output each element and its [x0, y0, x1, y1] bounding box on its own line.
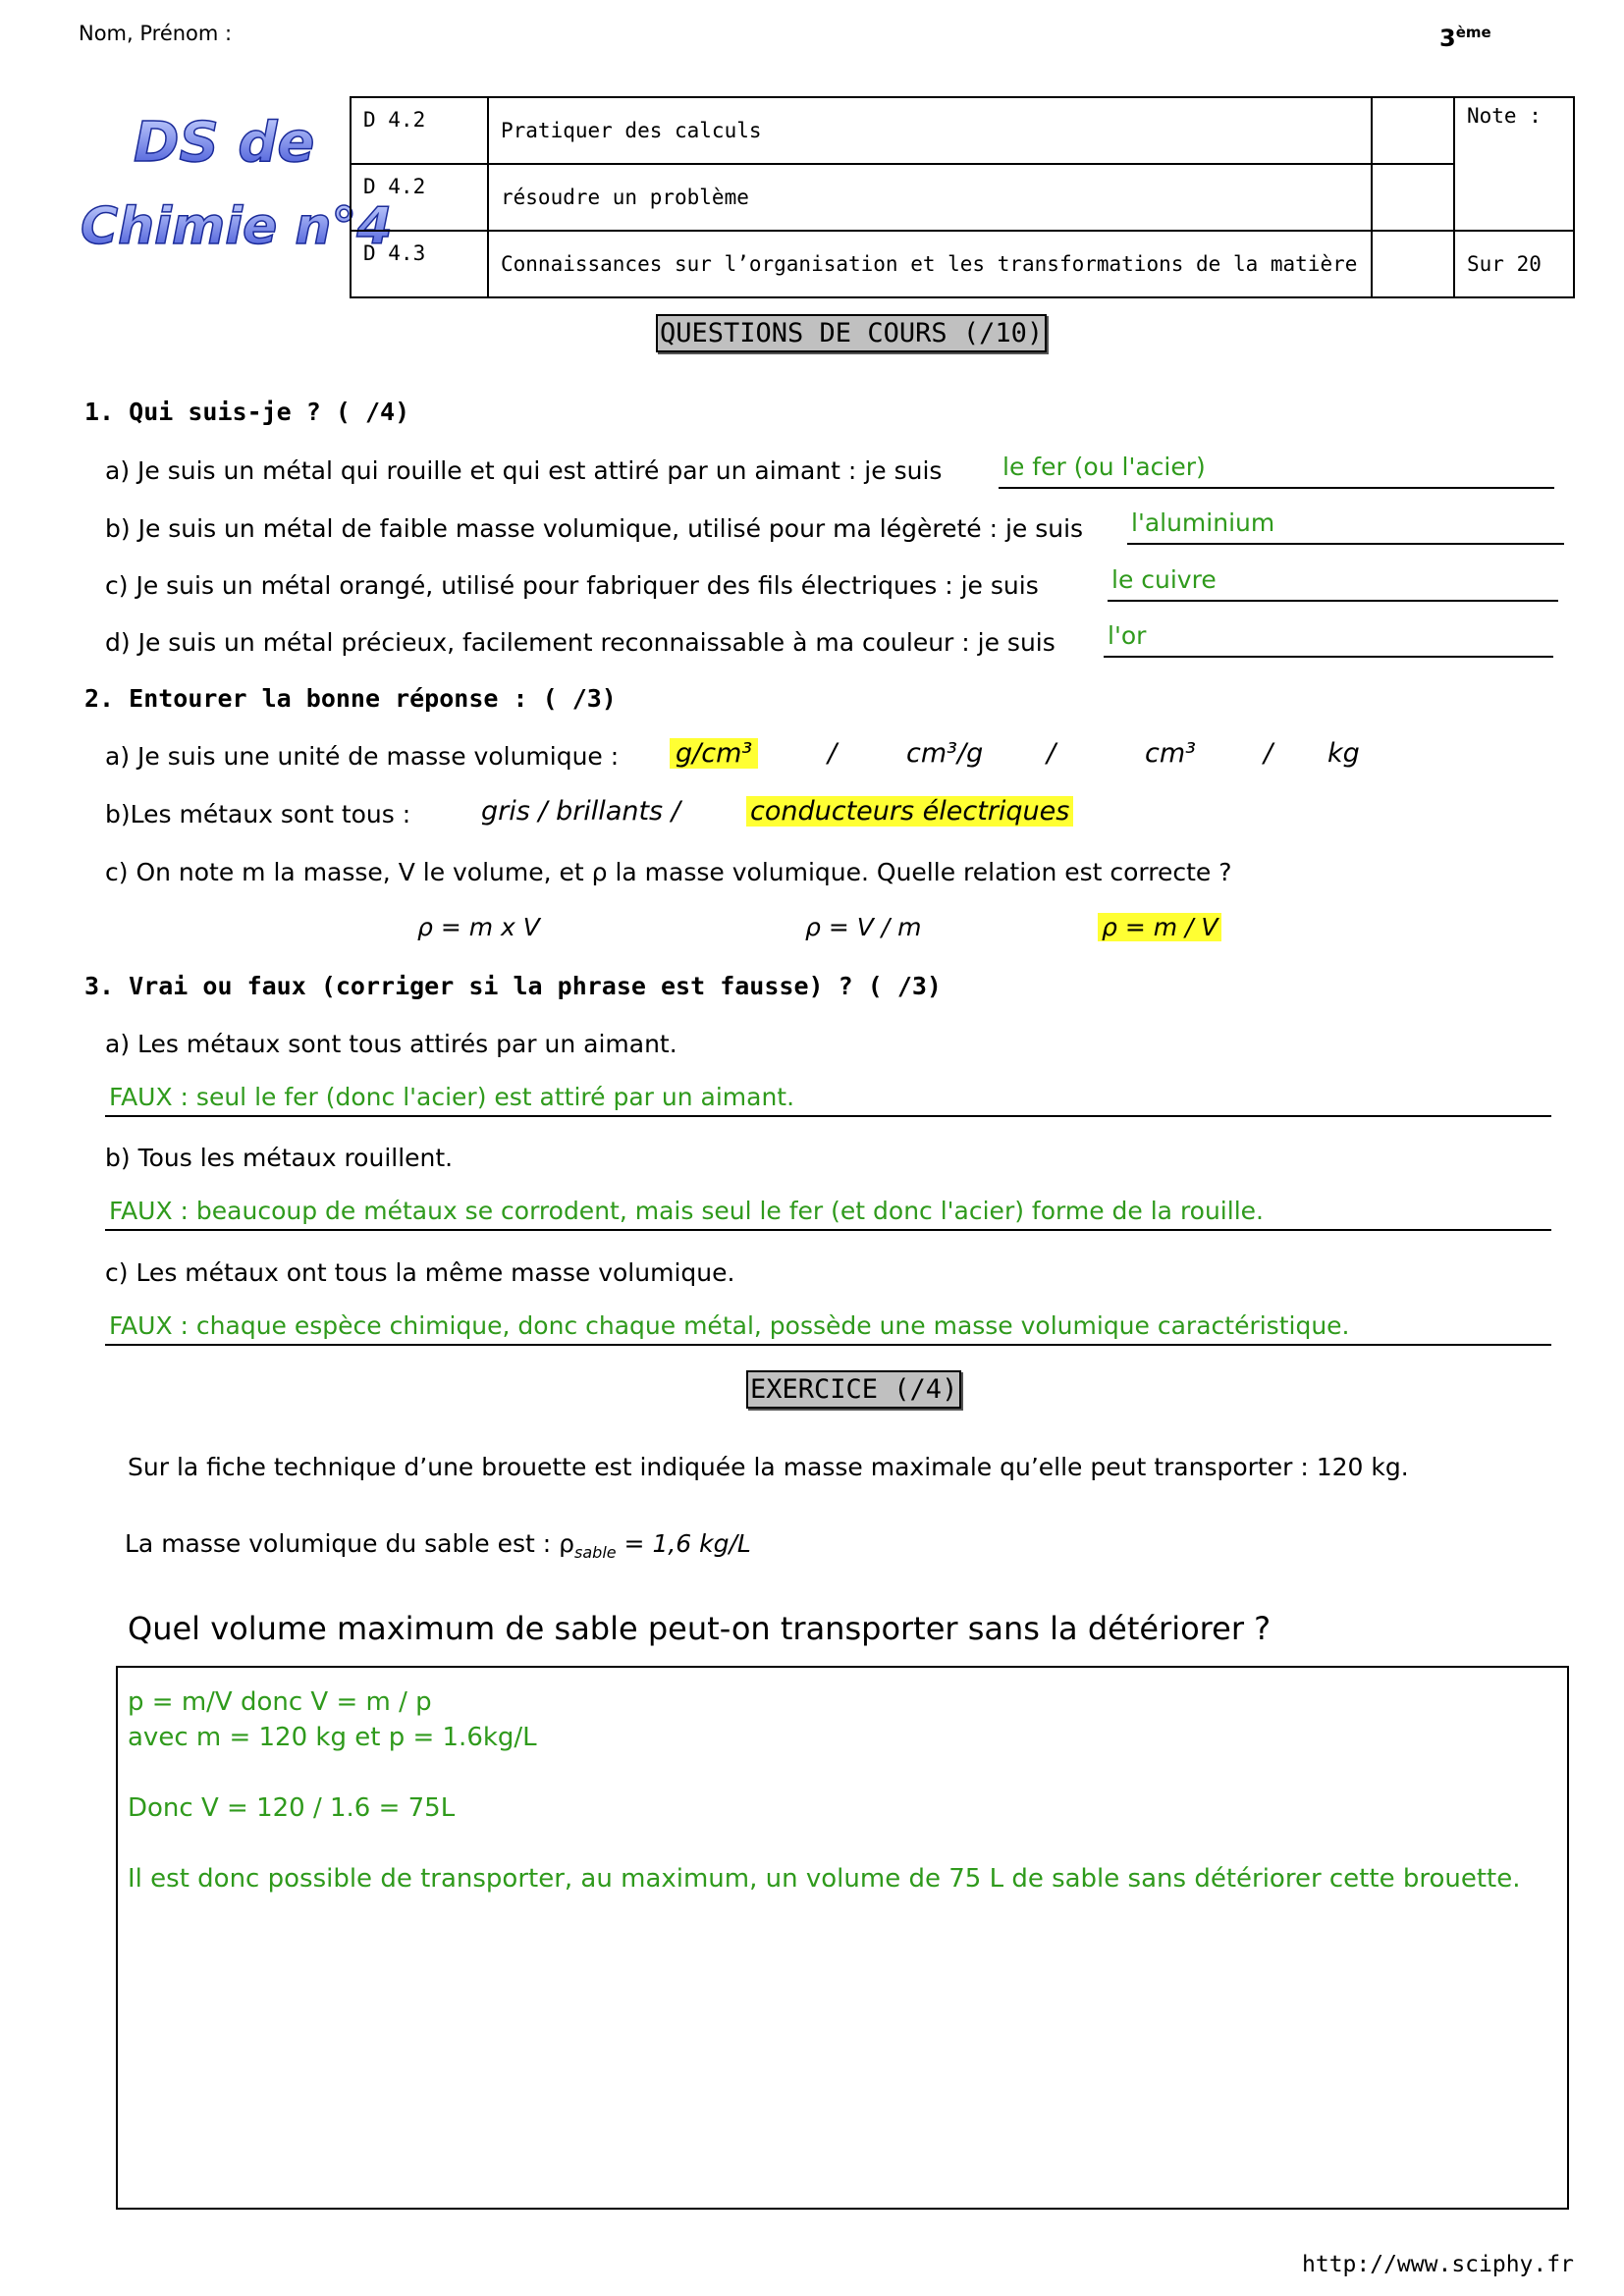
- q2c-option-correct[interactable]: ρ = m / V: [1098, 913, 1221, 941]
- q2a-separator: /: [828, 738, 838, 769]
- skill-label: résoudre un problème: [488, 164, 1372, 231]
- q2a-separator: /: [1047, 738, 1056, 769]
- skills-row: [351, 97, 1574, 164]
- q2b-prompt: b)Les métaux sont tous :: [105, 800, 411, 828]
- skill-label: Pratiquer des calculs: [488, 97, 1372, 164]
- skill-label: Connaissances sur l’organisation et les transformations de la matière: [488, 231, 1372, 297]
- solution-line: Donc V = 120 / 1.6 = 75L: [128, 1793, 456, 1823]
- q2a-option[interactable]: kg: [1327, 738, 1360, 769]
- q2a-option-correct[interactable]: g/cm³: [670, 738, 758, 769]
- class-level-sup: ème: [1455, 24, 1491, 41]
- q3-statement: b) Tous les métaux rouillent.: [105, 1144, 454, 1172]
- skills-row: [351, 231, 1574, 297]
- q1-prompt: a) Je suis un métal qui rouille et qui est attiré par un aimant : je suis: [105, 456, 943, 485]
- q2a-separator: /: [1264, 738, 1273, 769]
- solution-line: p = m/V donc V = m / p: [128, 1687, 432, 1717]
- q1-prompt: b) Je suis un métal de faible masse volumique, utilisé pour ma légèreté : je suis: [105, 514, 1084, 543]
- section-title-cours: QUESTIONS DE COURS (/10): [656, 314, 1047, 352]
- solution-line: Il est donc possible de transporter, au maximum, un volume de 75 L de sable sans détériorer cette brouette.: [128, 1864, 1521, 1894]
- density-sub: sable: [574, 1543, 617, 1562]
- q1-answer: l'aluminium: [1131, 508, 1275, 537]
- density-value: = 1,6 kg/L: [616, 1529, 751, 1558]
- q3-answer-field[interactable]: [105, 1076, 1551, 1117]
- q3-answer: FAUX : seul le fer (donc l'acier) est attiré par un aimant.: [109, 1083, 795, 1111]
- density-prefix: La masse volumique du sable est : ρ: [125, 1529, 575, 1558]
- footer-url[interactable]: http://www.sciphy.fr: [1302, 2252, 1574, 2277]
- logo-line1: DS de: [134, 111, 315, 175]
- q3-answer-field[interactable]: [105, 1190, 1551, 1231]
- q1-prompt: c) Je suis un métal orangé, utilisé pour fabriquer des fils électriques : je suis: [105, 571, 1039, 600]
- q2a-prompt: a) Je suis une unité de masse volumique :: [105, 742, 620, 771]
- q1-answer: l'or: [1108, 621, 1147, 650]
- logo-line2: Chimie n°4: [81, 197, 393, 256]
- skills-row: [351, 164, 1574, 231]
- total-cell: Sur 20: [1454, 231, 1574, 297]
- exercise-statement: Sur la fiche technique d’une brouette est indiquée la masse maximale qu’elle peut transporter : 120 kg.: [128, 1453, 1409, 1481]
- q2a-option[interactable]: cm³/g: [906, 738, 984, 769]
- skill-score-cell: [1372, 97, 1454, 164]
- q3-answer-field[interactable]: [105, 1305, 1551, 1346]
- skill-code: D 4.3: [351, 231, 488, 297]
- skills-table: [350, 96, 1575, 298]
- q1-answer-field[interactable]: [999, 454, 1554, 489]
- section-title-exercice: EXERCICE (/4): [746, 1370, 961, 1409]
- q3-answer: FAUX : beaucoup de métaux se corrodent, mais seul le fer (et donc l'acier) forme de la rouille.: [109, 1197, 1264, 1225]
- q3-answer: FAUX : chaque espèce chimique, donc chaque métal, possède une masse volumique caractéristique.: [109, 1311, 1350, 1340]
- q1-answer-field[interactable]: [1108, 566, 1558, 602]
- q1-heading: 1. Qui suis-je ? ( /4): [84, 398, 410, 426]
- skill-code: D 4.2: [351, 97, 488, 164]
- answer-box[interactable]: [116, 1666, 1569, 2210]
- skill-code: D 4.2: [351, 164, 488, 231]
- q2a-option[interactable]: cm³: [1145, 738, 1196, 769]
- name-label: Nom, Prénom :: [79, 22, 233, 45]
- q2c-option[interactable]: ρ = V / m: [805, 913, 922, 941]
- skill-score-cell: [1372, 231, 1454, 297]
- q1-answer: le cuivre: [1111, 565, 1217, 594]
- class-level: [1439, 24, 1491, 52]
- q1-answer-field[interactable]: [1104, 622, 1553, 658]
- q2c-prompt: c) On note m la masse, V le volume, et ρ la masse volumique. Quelle relation est correcte ?: [105, 858, 1232, 886]
- q2c-option[interactable]: ρ = m x V: [417, 913, 540, 941]
- q3-statement: a) Les métaux sont tous attirés par un aimant.: [105, 1030, 677, 1058]
- ds-logo: [77, 106, 393, 263]
- q2b-option-correct[interactable]: conducteurs électriques: [746, 796, 1073, 827]
- q1-answer-field[interactable]: [1127, 509, 1564, 545]
- solution-line: avec m = 120 kg et p = 1.6kg/L: [128, 1723, 537, 1752]
- q3-statement: c) Les métaux ont tous la même masse volumique.: [105, 1258, 735, 1287]
- exercise-density: [125, 1529, 751, 1562]
- q1-answer: le fer (ou l'acier): [1002, 453, 1206, 481]
- note-cell: Note :: [1454, 97, 1574, 231]
- q1-prompt: d) Je suis un métal précieux, facilement reconnaissable à ma couleur : je suis: [105, 628, 1056, 657]
- skill-score-cell: [1372, 164, 1454, 231]
- q2-heading: 2. Entourer la bonne réponse : ( /3): [84, 684, 617, 713]
- q3-heading: 3. Vrai ou faux (corriger si la phrase est fausse) ? ( /3): [84, 972, 942, 1000]
- exercise-question: Quel volume maximum de sable peut-on transporter sans la détériorer ?: [128, 1610, 1272, 1647]
- class-level-main: 3: [1439, 25, 1456, 52]
- q2b-options[interactable]: gris / brillants /: [481, 796, 680, 827]
